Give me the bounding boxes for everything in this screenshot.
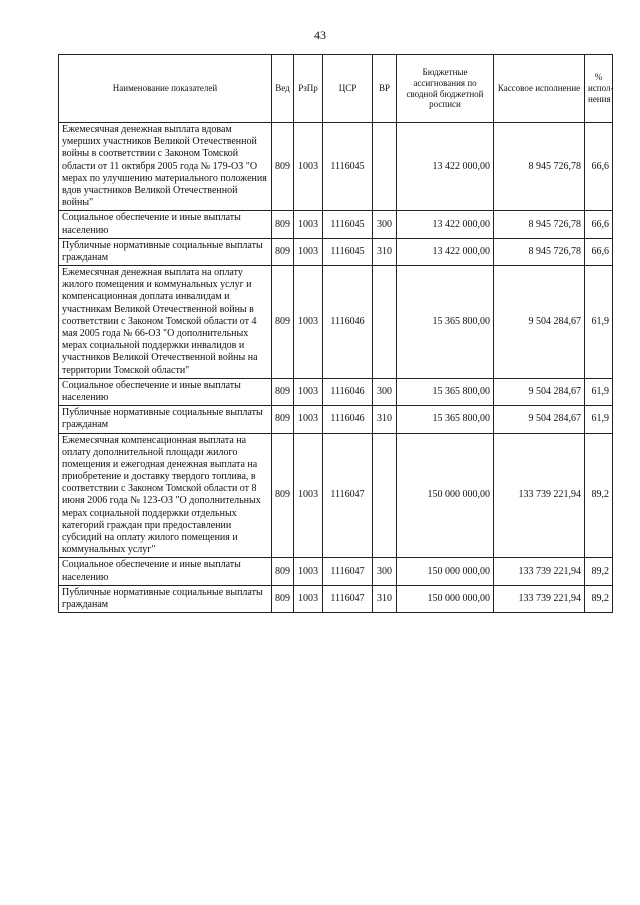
header-cash: Кассовое исполнение — [494, 55, 585, 123]
row-ved: 809 — [272, 378, 294, 405]
row-name: Ежемесячная денежная выплата на оплату жилого помещения и коммунальных услуг и компенсационная доплата инвалидам и участникам Великой Отечественной войны в соответствии с Законом Томской области от 4 мая 2005 года № 66-ОЗ "О дополнительных мерах социальной поддержки инвалидов и участников Великой Отечественной войны на территории Томской области" — [59, 266, 272, 379]
row-ved: 809 — [272, 211, 294, 238]
row-vr: 310 — [373, 585, 397, 612]
header-vr: ВР — [373, 55, 397, 123]
header-budget: Бюджетные ассигнования по сводной бюджетной росписи — [397, 55, 494, 123]
table-row — [59, 406, 613, 433]
row-budget: 13 422 000,00 — [397, 238, 494, 265]
row-vr — [373, 433, 397, 558]
row-vr: 310 — [373, 238, 397, 265]
row-vr — [373, 123, 397, 211]
row-ved: 809 — [272, 558, 294, 585]
table-row — [59, 211, 613, 238]
row-pct: 61,9 — [585, 406, 613, 433]
row-pct: 61,9 — [585, 378, 613, 405]
row-budget: 15 365 800,00 — [397, 266, 494, 379]
row-ved: 809 — [272, 123, 294, 211]
table-header-row — [59, 55, 613, 123]
row-name: Ежемесячная денежная выплата вдовам умерших участников Великой Отечественной войны в соответствии с Законом Томской области от 11 октября 2005 года № 179-ОЗ "О мерах по улучшению материального положения вдов участников Великой Отечественной войны" — [59, 123, 272, 211]
table-row — [59, 433, 613, 558]
table-row — [59, 238, 613, 265]
row-vr: 310 — [373, 406, 397, 433]
row-rzpr: 1003 — [294, 406, 323, 433]
row-csr: 1116046 — [323, 378, 373, 405]
row-name: Социальное обеспечение и иные выплаты населению — [59, 378, 272, 405]
row-vr — [373, 266, 397, 379]
row-rzpr: 1003 — [294, 123, 323, 211]
page-number: 43 — [314, 28, 326, 42]
row-cash: 8 945 726,78 — [494, 238, 585, 265]
table-row — [59, 558, 613, 585]
row-budget: 13 422 000,00 — [397, 211, 494, 238]
row-pct: 89,2 — [585, 585, 613, 612]
row-pct: 61,9 — [585, 266, 613, 379]
row-pct: 66,6 — [585, 238, 613, 265]
row-budget: 150 000 000,00 — [397, 558, 494, 585]
row-vr: 300 — [373, 378, 397, 405]
row-rzpr: 1003 — [294, 433, 323, 558]
row-csr: 1116045 — [323, 123, 373, 211]
row-csr: 1116047 — [323, 433, 373, 558]
row-name: Публичные нормативные социальные выплаты гражданам — [59, 585, 272, 612]
row-name: Социальное обеспечение и иные выплаты населению — [59, 211, 272, 238]
header-csr: ЦСР — [323, 55, 373, 123]
table-row — [59, 123, 613, 211]
row-ved: 809 — [272, 433, 294, 558]
row-csr: 1116045 — [323, 238, 373, 265]
row-budget: 15 365 800,00 — [397, 406, 494, 433]
row-cash: 133 739 221,94 — [494, 433, 585, 558]
row-csr: 1116047 — [323, 585, 373, 612]
budget-execution-table — [58, 54, 613, 613]
row-cash: 133 739 221,94 — [494, 558, 585, 585]
row-vr: 300 — [373, 211, 397, 238]
row-pct: 89,2 — [585, 558, 613, 585]
row-ved: 809 — [272, 406, 294, 433]
row-rzpr: 1003 — [294, 238, 323, 265]
row-csr: 1116047 — [323, 558, 373, 585]
row-pct: 89,2 — [585, 433, 613, 558]
row-cash: 8 945 726,78 — [494, 123, 585, 211]
row-vr: 300 — [373, 558, 397, 585]
row-cash: 133 739 221,94 — [494, 585, 585, 612]
table-row — [59, 585, 613, 612]
row-rzpr: 1003 — [294, 378, 323, 405]
row-name: Публичные нормативные социальные выплаты гражданам — [59, 238, 272, 265]
row-budget: 150 000 000,00 — [397, 433, 494, 558]
header-ved: Вед — [272, 55, 294, 123]
row-name: Социальное обеспечение и иные выплаты населению — [59, 558, 272, 585]
row-rzpr: 1003 — [294, 585, 323, 612]
row-rzpr: 1003 — [294, 558, 323, 585]
row-cash: 9 504 284,67 — [494, 266, 585, 379]
row-name: Ежемесячная компенсационная выплата на оплату дополнительной площади жилого помещения и ежегодная денежная выплата на приобретение и доставку твердого топлива, в соответствии с Законом Томской области от 8 июня 2006 года № 123-ОЗ "О дополнительных мерах социальной поддержки отдельных категорий граждан при предоставлении субсидий на оплату жилого помещения и коммунальных услуг" — [59, 433, 272, 558]
row-cash: 9 504 284,67 — [494, 378, 585, 405]
header-rzpr: РзПр — [294, 55, 323, 123]
row-name: Публичные нормативные социальные выплаты гражданам — [59, 406, 272, 433]
row-cash: 8 945 726,78 — [494, 211, 585, 238]
row-budget: 13 422 000,00 — [397, 123, 494, 211]
row-pct: 66,6 — [585, 211, 613, 238]
row-rzpr: 1003 — [294, 266, 323, 379]
row-csr: 1116046 — [323, 266, 373, 379]
row-ved: 809 — [272, 585, 294, 612]
table-row — [59, 378, 613, 405]
row-budget: 15 365 800,00 — [397, 378, 494, 405]
row-rzpr: 1003 — [294, 211, 323, 238]
row-pct: 66,6 — [585, 123, 613, 211]
table-row — [59, 266, 613, 379]
row-ved: 809 — [272, 238, 294, 265]
header-pct: % испол-нения — [585, 55, 613, 123]
row-ved: 809 — [272, 266, 294, 379]
row-budget: 150 000 000,00 — [397, 585, 494, 612]
header-name: Наименование показателей — [59, 55, 272, 123]
row-csr: 1116046 — [323, 406, 373, 433]
row-csr: 1116045 — [323, 211, 373, 238]
row-cash: 9 504 284,67 — [494, 406, 585, 433]
